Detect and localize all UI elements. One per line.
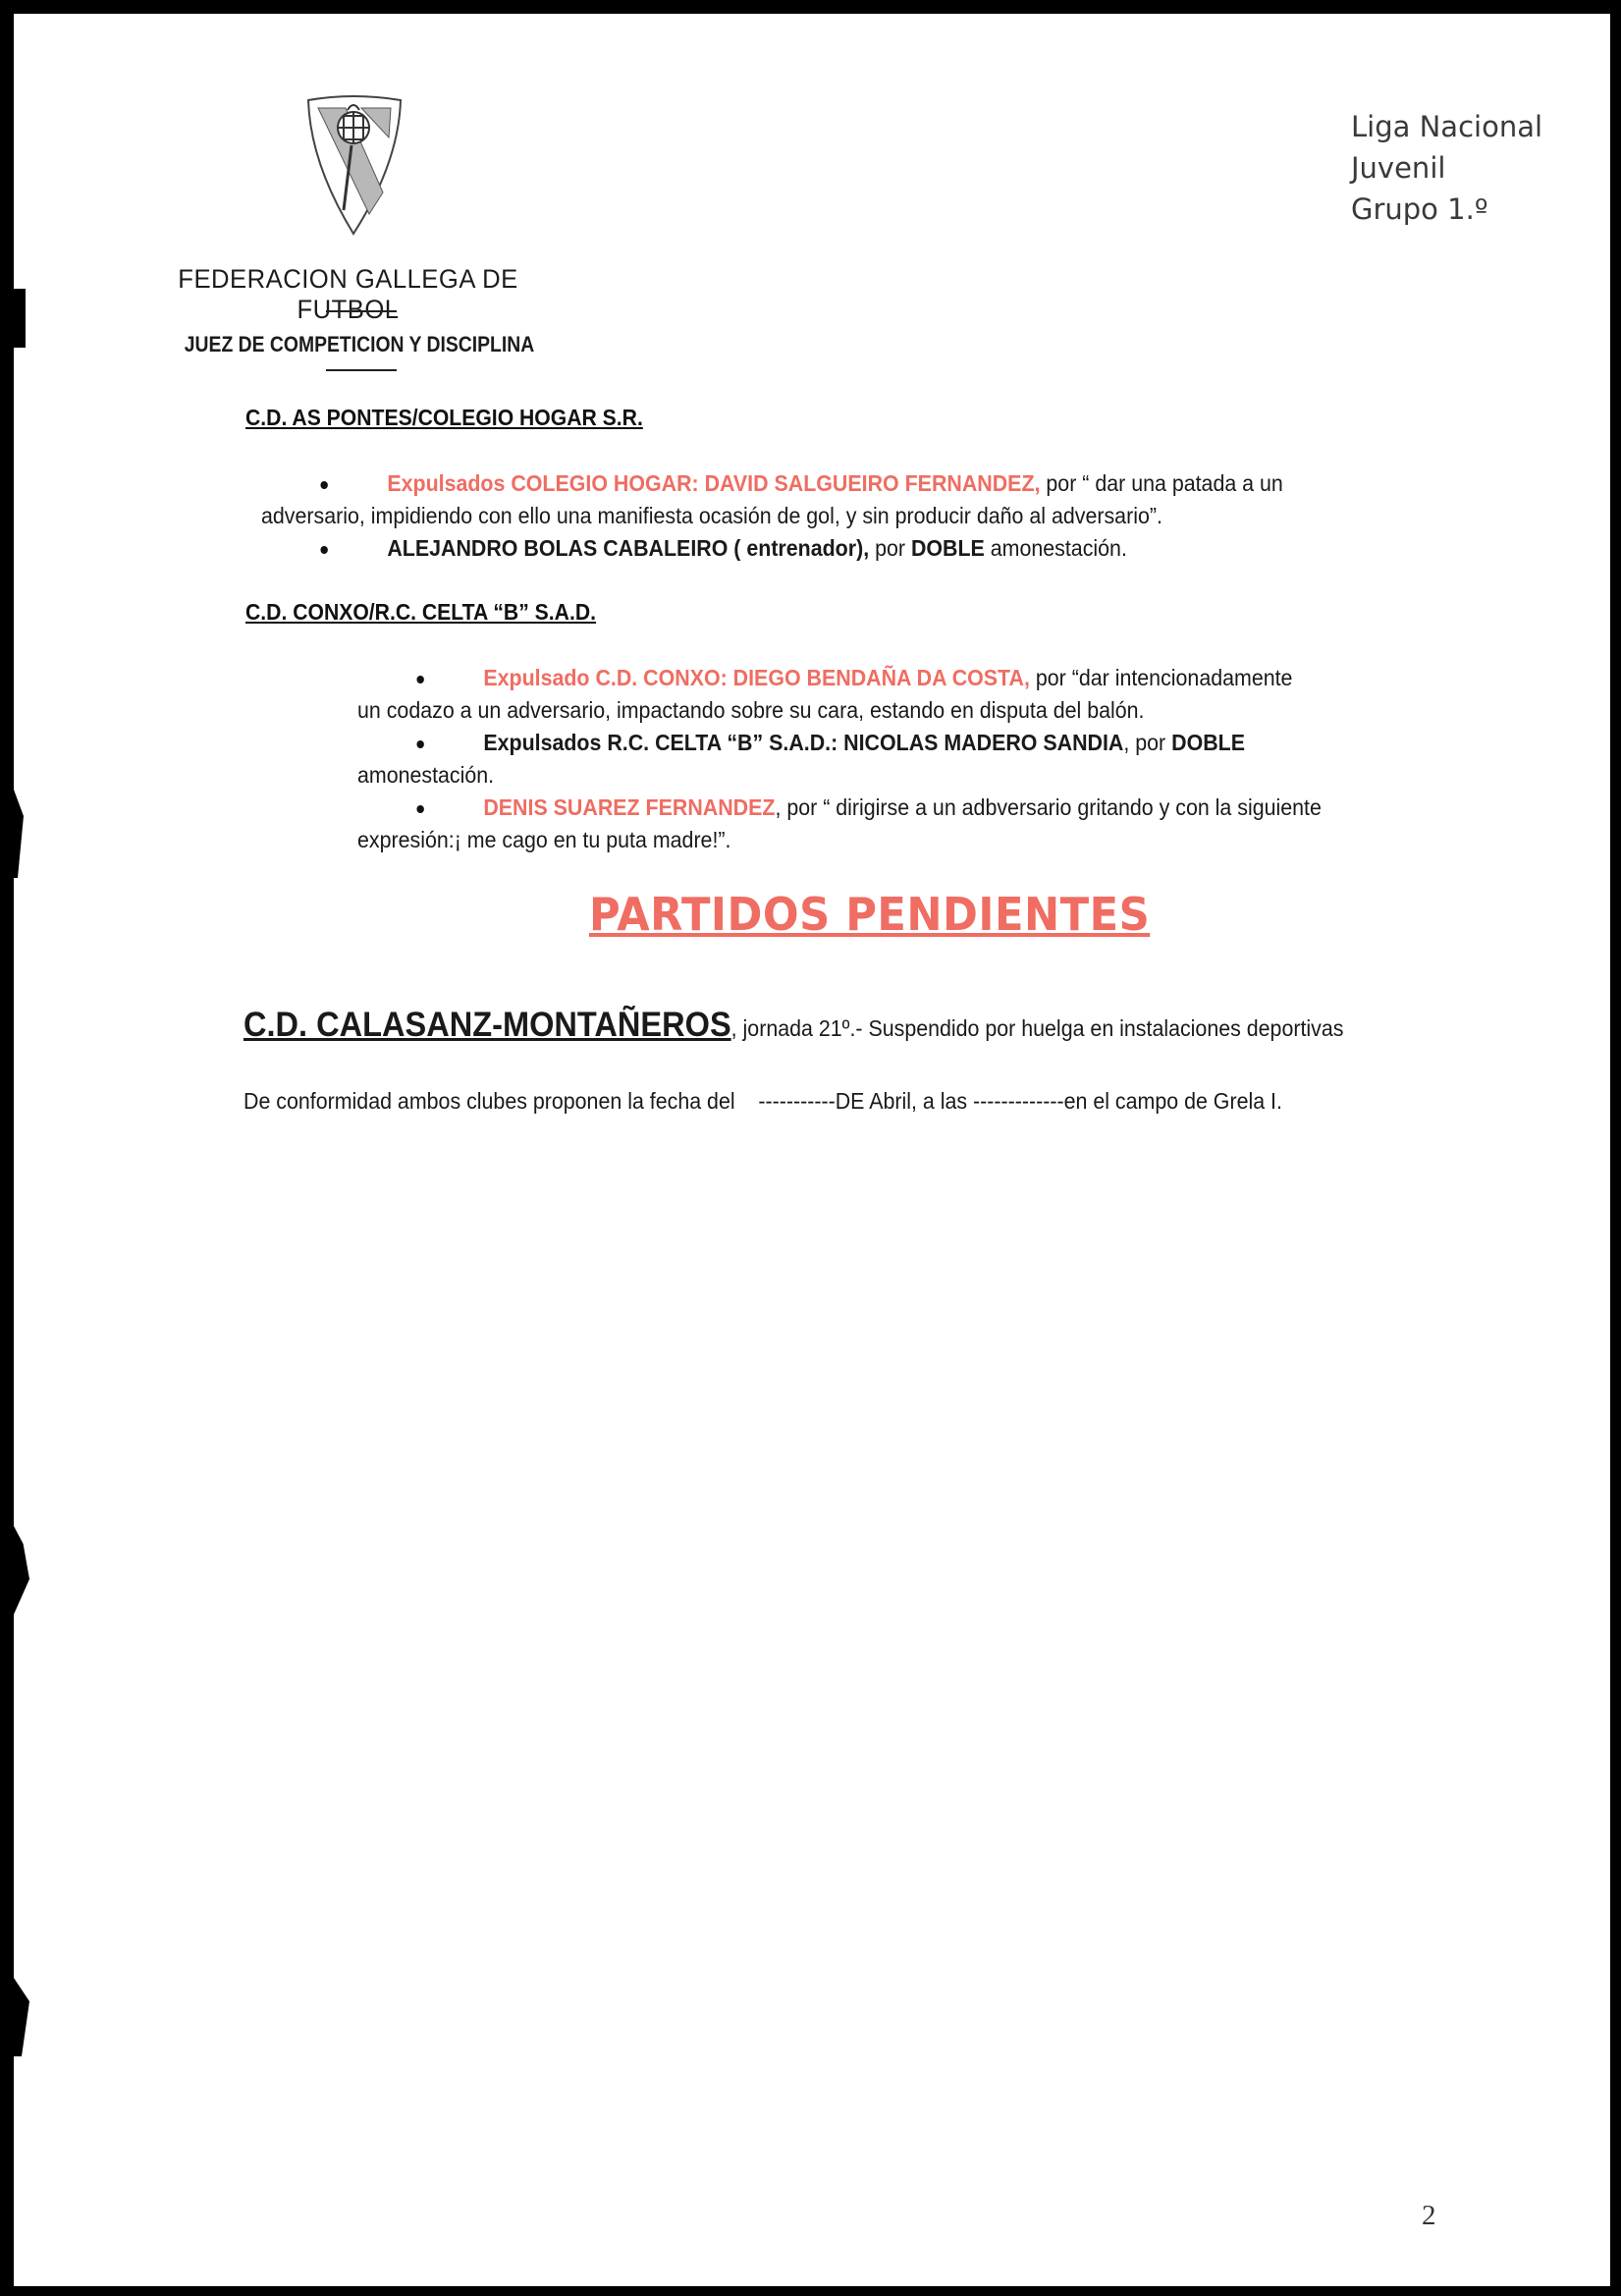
sanction-item: Expulsados COLEGIO HOGAR: DAVID SALGUEIRO FERNANDEZ, por “ dar una patada a un adversario, impidiendo con ello una manifiesta ocasión de gol, y sin producir daño al adversario”. <box>261 470 1283 528</box>
sanction-item: ALEJANDRO BOLAS CABALEIRO ( entrenador), por DOBLE amonestación. <box>261 532 1403 565</box>
bullet-icon <box>416 805 423 813</box>
league-line: Grupo 1.º <box>1351 192 1488 226</box>
league-line: Juvenil <box>1351 151 1446 185</box>
page-number: 2 <box>1422 2200 1436 2231</box>
shield-crest-icon <box>304 94 405 238</box>
pending-match <box>243 1006 1343 1045</box>
bullet-icon <box>416 740 423 748</box>
scan-edge <box>14 1978 29 2056</box>
match-heading: C.D. AS PONTES/COLEGIO HOGAR S.R. <box>245 405 643 430</box>
pending-club: C.D. CALASANZ-MONTAÑEROS <box>243 1006 731 1044</box>
divider <box>326 310 397 312</box>
scan-edge <box>14 289 26 348</box>
player-name: DENIS SUAREZ FERNANDEZ <box>483 794 776 820</box>
bullet-icon <box>320 481 327 489</box>
player-name: Expulsados COLEGIO HOGAR: DAVID SALGUEIRO FERNANDEZ, <box>387 470 1041 496</box>
document-page <box>14 14 1610 2286</box>
sanction-item: DENIS SUAREZ FERNANDEZ, por “ dirigirse a un adbversario gritando y con la siguiente expresión:¡ me cago en tu puta madre!”. <box>357 794 1322 852</box>
scan-edge <box>14 790 24 878</box>
league-info <box>1351 106 1542 230</box>
judge-title: JUEZ DE COMPETICION Y DISCIPLINA <box>184 332 535 356</box>
sanction-item: Expulsados R.C. CELTA “B” S.A.D.: NICOLAS MADERO SANDIA, por DOBLE amonestación. <box>357 730 1245 788</box>
league-line: Liga Nacional <box>1351 110 1543 143</box>
conformity-text: De conformidad ambos clubes proponen la fecha del -----------DE Abril, a las -------------en el campo de Grela I. <box>243 1088 1282 1114</box>
divider <box>326 369 397 371</box>
sanction-item: Expulsado C.D. CONXO: DIEGO BENDAÑA DA COSTA, por “dar intencionadamente un codazo a un adversario, impactando sobre su cara, estando en disputa del balón. <box>357 665 1293 723</box>
pending-detail: , jornada 21º.- Suspendido por huelga en instalaciones deportivas <box>730 1015 1344 1041</box>
player-name: Expulsado C.D. CONXO: DIEGO BENDAÑA DA COSTA, <box>483 665 1030 690</box>
pending-matches-title: PARTIDOS PENDIENTES <box>589 888 1151 941</box>
scan-edge <box>14 1526 29 1614</box>
match-heading: C.D. CONXO/R.C. CELTA “B” S.A.D. <box>245 599 596 625</box>
federation-name: FEDERACION GALLEGA DE FUTBOL <box>178 264 518 324</box>
bullet-icon <box>320 546 327 554</box>
bullet-icon <box>416 676 423 683</box>
